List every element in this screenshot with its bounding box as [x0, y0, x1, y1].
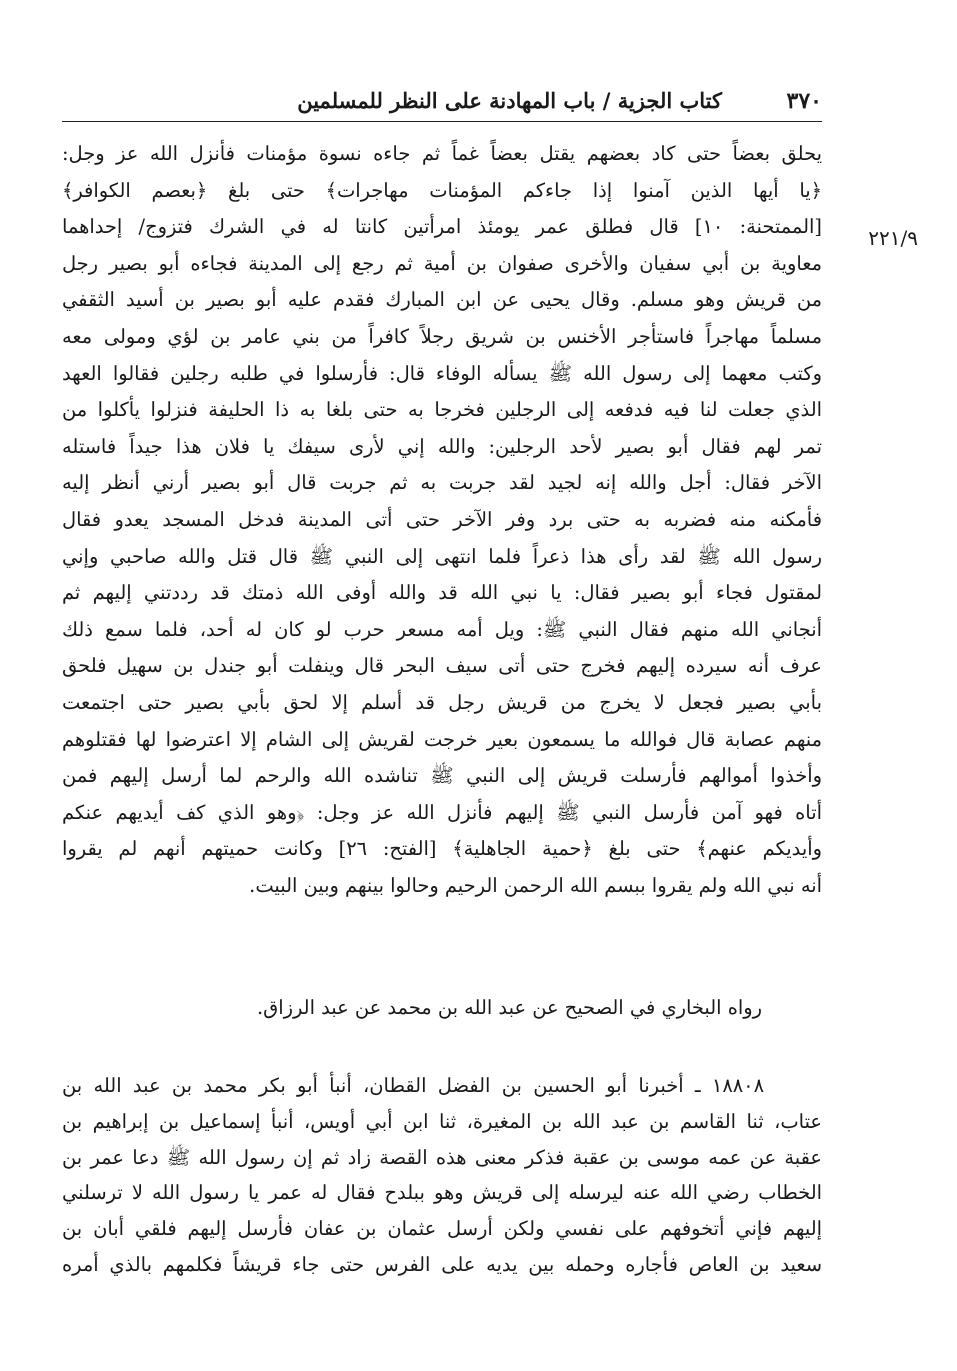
text-line: وأيديكم عنهم﴾ حتى بلغ ﴿حمية الجاهلية﴾ [الفتح: ٢٦] وكانت حميتهم أنهم لم يقروا — [62, 837, 822, 861]
text-line: أتاه فهو آمن فأرسل النبي ﷺ إليهم فأنزل الله عز وجل: ﴿وهو الذي كف أيديهم عنكم — [62, 800, 822, 824]
text-line: وكتب معهما إلى رسول الله ﷺ يسأله الوفاء قال: فأرسلوا في طلبه رجلين فقالوا العهد — [62, 361, 822, 385]
main-text — [62, 136, 822, 904]
text-line: أنجاني الله منهم فقال النبي ﷺ: ويل أمه مسعر حرب لو كان له أحد، فلما سمع ذلك — [62, 617, 822, 641]
margin-reference: ٢٢١/٩ — [868, 226, 918, 250]
page-header — [62, 82, 822, 122]
text-line: [الممتحنة: ١٠] قال فطلق عمر يومئذ امرأتين كانتا له في الشرك فتزوج/ إحداهما — [62, 215, 822, 239]
text-line: عرف أنه سيرده إليهم فخرج حتى أتى سيف البحر قال وينفلت أبو جندل بن سهيل فلحق — [62, 654, 822, 678]
narration-note: رواه البخاري في الصحيح عن عبد الله بن محمد عن عبد الرزاق. — [257, 996, 762, 1019]
running-title: كتاب الجزية / باب المهادنة على النظر للمسلمين — [297, 88, 722, 113]
text-line: الذي جعلت لنا فيه فدفعه إلى الرجلين فخرجا به حتى بلغا به ذا الحليفة فنزلوا يأكلوا من — [62, 398, 822, 422]
text-line: ﴿يا أيها الذين آمنوا إذا جاءكم المؤمنات مهاجرات﴾ حتى بلغ ﴿بعصم الكوافر﴾ — [62, 178, 822, 202]
page-number: ٣٧٠ — [786, 88, 822, 114]
hadith-18808 — [62, 1068, 822, 1283]
text-line: بأبي بصير فجعل لا يخرج من قريش رجل قد أسلم إلا لحق بأبي بصير حتى اجتمعت — [62, 690, 822, 714]
text-line: عتاب، ثنا القاسم بن عبد الله بن المغيرة، ثنا ابن أبي أويس، أنبأ إسماعيل بن إبراهيم بن — [62, 1109, 822, 1133]
text-line: من قريش وهو مسلم. وقال يحيى عن ابن المبارك فقدم عليه أبو بصير بن أسيد الثقفي — [62, 288, 822, 312]
text-line: منهم عصابة قال فوالله ما يسمعون بعير خرجت لقريش إلى الشام إلا اعترضوا لها فقتلوهم — [62, 727, 822, 751]
text-line: تمر لهم فقال أبو بصير لأحد الرجلين: والله إني لأرى سيفك يا فلان هذا جيداً فاستله — [62, 434, 822, 458]
header-rule — [62, 121, 822, 122]
text-line: عقبة عن عمه موسى بن عقبة فذكر معنى هذه القصة زاد ثم إن رسول الله ﷺ دعا عمر بن — [62, 1145, 822, 1169]
text-line: وأخذوا أموالهم فأرسلت قريش إلى النبي ﷺ تناشده الله والرحم لما أرسل إليهم فمن — [62, 764, 822, 788]
text-line: يحلق بعضاً حتى كاد بعضهم يقتل بعضاً غماً ثم جاءه نسوة مؤمنات فأنزل الله عز وجل: — [62, 142, 822, 165]
text-line: رسول الله ﷺ لقد رأى هذا ذعراً فلما انتهى إلى النبي ﷺ قال قتل والله صاحبي وإني — [62, 544, 822, 568]
text-line: سعيد بن العاص فأجاره وحمله بين يديه على الفرس حتى جاء قريشاً فكلمهم بالذي أمره — [62, 1252, 822, 1276]
text-line: الآخر فقال: أجل والله إنه لجيد لقد جربت به ثم جربت قال أبو بصير أرني أنظر إليه — [62, 471, 822, 495]
text-line: أنه نبي الله ولم يقروا ببسم الله الرحمن الرحيم وحالوا بينهم وبين البيت. — [249, 873, 822, 897]
text-line: الخطاب رضي الله عنه ليرسله إلى قريش وهو ببلدح فقال له عمر يا رسول الله لا ترسلني — [62, 1181, 822, 1205]
text-line: مسلماً مهاجراً فاستأجر الأخنس بن شريق رجلاً كافراً من بني عامر بن لؤي ومولى معه — [62, 324, 822, 348]
text-line: فأمكنه منه فضربه به حتى برد وفر الآخر حتى أتى المدينة فدخل المسجد يعدو فقال — [62, 507, 822, 531]
text-line: لمقتول فجاء أبو بصير فقال: يا نبي الله قد والله أوفى الله ذمتك قد رددتني إليهم ثم — [62, 581, 822, 605]
text-line: ١٨٨٠٨ ـ أخبرنا أبو الحسين بن الفضل القطان، أنبأ أبو بكر محمد بن عبد الله بن — [62, 1074, 764, 1097]
text-line: إليهم فإني أتخوفهم على نفسي ولكن أرسل عثمان بن عفان فأرسل إليهم فلقي أبان بن — [62, 1217, 822, 1241]
text-line: معاوية بن أبي سفيان والأخرى صفوان بن أمية ثم رجع إلى المدينة فجاءه أبو بصير رجل — [62, 251, 822, 275]
